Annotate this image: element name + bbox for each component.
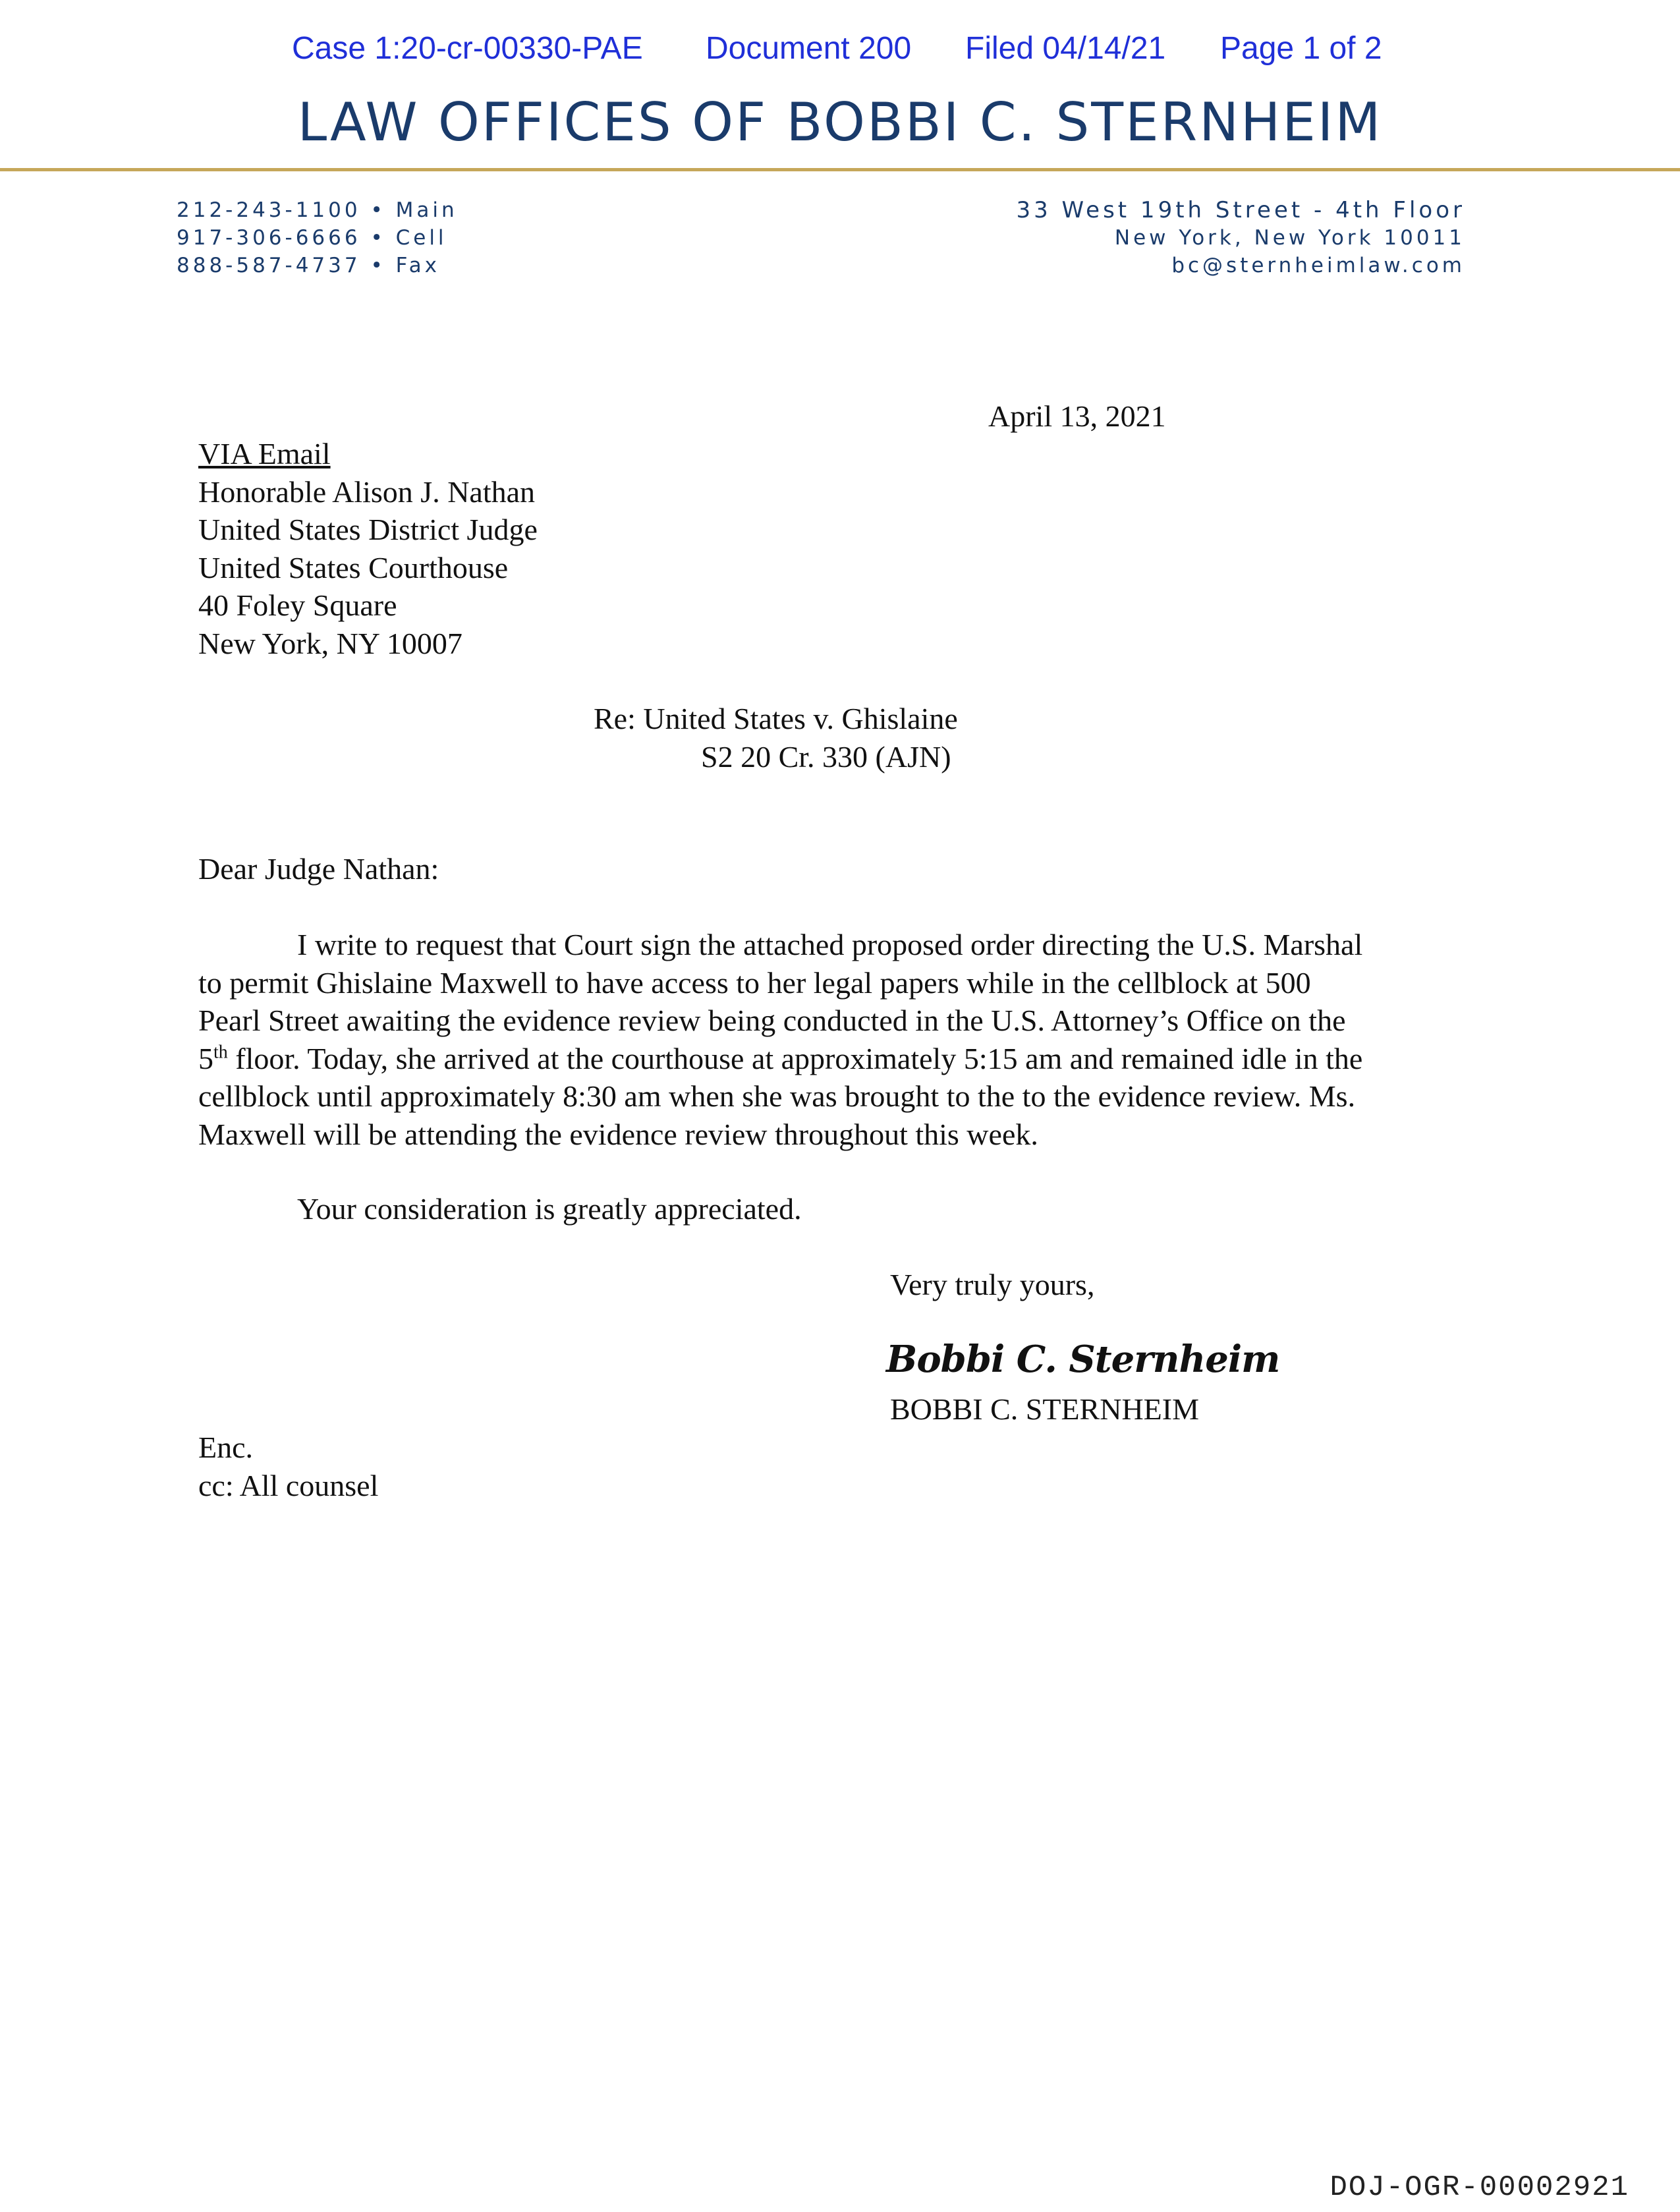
ecf-document-number: Document 200: [706, 31, 912, 66]
salutation: Dear Judge Nathan:: [198, 852, 439, 886]
letter-date: April 13, 2021: [988, 399, 1166, 433]
ordinal-suffix: th: [213, 1042, 228, 1063]
re-block: [594, 700, 958, 776]
body-paragraph-2: Your consideration is greatly appreciated.: [297, 1192, 802, 1226]
re-docket: S2 20 Cr. 330 (AJN): [701, 739, 951, 774]
enclosure-note: Enc.: [198, 1431, 254, 1464]
letterhead-rule: [0, 168, 1680, 171]
recipient-line: United States Courthouse: [198, 550, 509, 584]
body-paragraph-1: [198, 926, 1362, 1153]
signer-name: BOBBI C. STERNHEIM: [890, 1392, 1199, 1426]
recipient-line: New York, NY 10007: [198, 626, 462, 660]
recipient-line: Honorable Alison J. Nathan: [198, 474, 536, 509]
floor-number: 5: [198, 1041, 213, 1075]
recipient-line: 40 Foley Square: [198, 588, 397, 622]
ecf-filed-date: Filed 04/14/21: [965, 31, 1166, 66]
body-line: to permit Ghislaine Maxwell to have access to her legal papers while in the cellblock at 500: [198, 965, 1311, 1000]
body-line: Maxwell will be attending the evidence review throughout this week.: [198, 1117, 1038, 1151]
body-line-rest: floor. Today, she arrived at the courthouse at approximately 5:15 am and remained idle in the: [227, 1041, 1363, 1075]
phone-block: [177, 196, 458, 279]
firm-name: LAW OFFICES OF BOBBI C. STERNHEIM: [297, 92, 1383, 153]
recipient-block: [198, 435, 538, 662]
body-line: [198, 1040, 1362, 1078]
closing: Very truly yours,: [890, 1268, 1095, 1301]
address-street: 33 West 19th Street - 4th Floor: [1016, 197, 1465, 223]
body-line: I write to request that Court sign the attached proposed order directing the U.S. Marshal: [297, 928, 1363, 961]
enclosure-block: [198, 1429, 378, 1504]
signature: Bobbi C. Sternheim: [886, 1338, 1280, 1381]
phone-fax: 888-587-4737 • Fax: [177, 254, 440, 277]
firm-email: bc@sternheimlaw.com: [1171, 254, 1465, 277]
address-city: New York, New York 10011: [1114, 226, 1465, 250]
delivery-method: VIA Email: [198, 437, 331, 470]
cc-line: cc: All counsel: [198, 1468, 379, 1502]
phone-main: 212-243-1100 • Main: [177, 198, 458, 222]
phone-cell: 917-306-6666 • Cell: [177, 226, 447, 250]
ecf-case-number: Case 1:20-cr-00330-PAE: [292, 31, 643, 66]
body-line: Pearl Street awaiting the evidence review being conducted in the U.S. Attorney’s Office on the: [198, 1004, 1346, 1037]
re-caption: Re: United States v. Ghislaine: [594, 702, 958, 735]
ecf-page-count: Page 1 of 2: [1220, 31, 1382, 66]
address-block: [1016, 196, 1465, 279]
recipient-line: United States District Judge: [198, 513, 538, 546]
body-line: cellblock until approximately 8:30 am when she was brought to the to the evidence review. Ms.: [198, 1079, 1356, 1113]
bates-number: DOJ-OGR-00002921: [1330, 2171, 1629, 2204]
